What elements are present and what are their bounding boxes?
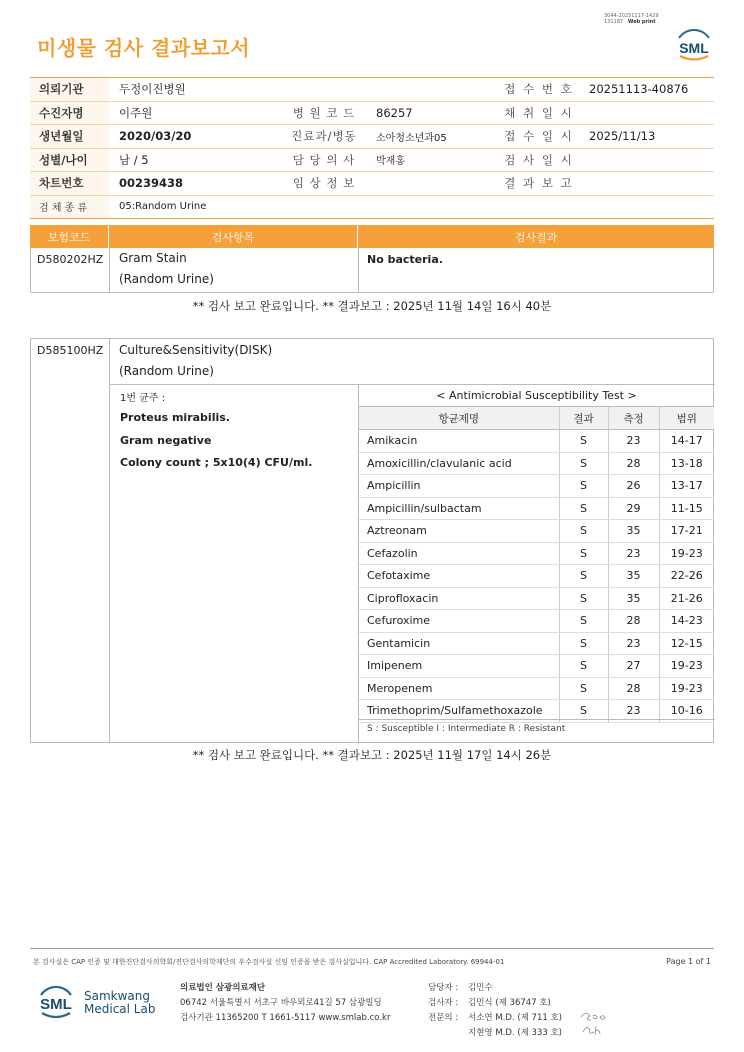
label-receipt-date: 접 수 일 시: [499, 125, 579, 148]
test-item-specimen: (Random Urine): [119, 272, 214, 286]
value-result-report: [579, 172, 714, 195]
test-culture-sensitivity: [30, 338, 714, 743]
value-specimen-type: 05:Random Urine: [119, 201, 207, 213]
brand-line2: Medical Lab: [84, 1002, 156, 1016]
accreditation-note: 본 검사실은 CAP 인증 및 대한진단검사의학회/진단검사의학재단의 우수검사실 신임 인증을 받은 검사실입니다. CAP Accredited Laboratory. 69944-01: [33, 958, 505, 966]
ast-range: 13-18: [659, 452, 714, 475]
sml-logo-icon: [675, 26, 713, 64]
label-result-report: 결 과 보 고: [499, 172, 579, 195]
label-birthdate: 생년월일: [30, 125, 109, 148]
test-item-name: Culture&Sensitivity(DISK): [119, 343, 273, 357]
ast-result: S: [559, 677, 608, 700]
staff-row: [428, 981, 562, 996]
ast-row: [359, 610, 714, 633]
ast-range: 10-16: [659, 700, 714, 723]
ast-drug-name: Amoxicillin/clavulanic acid: [359, 452, 559, 475]
ast-drug-name: Cefotaxime: [359, 565, 559, 588]
test-code: D580202HZ: [37, 253, 104, 266]
ast-drug-name: Meropenem: [359, 677, 559, 700]
ast-drug-name: Amikacin: [359, 430, 559, 453]
page-title: 미생물 검사 결과보고서: [37, 36, 251, 60]
ast-row: [359, 542, 714, 565]
staff-role: [428, 1026, 468, 1041]
staff-role: 담당자 :: [428, 983, 459, 993]
ast-measure: 35: [608, 565, 659, 588]
ast-range: 14-23: [659, 610, 714, 633]
ast-row: [359, 520, 714, 543]
ast-result: S: [559, 632, 608, 655]
ast-result: S: [559, 475, 608, 498]
test-result: No bacteria.: [367, 253, 443, 266]
header-test-result: 검사결과: [514, 230, 558, 244]
ast-row: [359, 452, 714, 475]
value-requesting-org: 두정이진병원: [119, 82, 186, 97]
info-row: [30, 78, 714, 102]
label-chart-no: 차트번호: [30, 172, 109, 195]
signature-icon: [578, 1008, 610, 1038]
footer-staff: [428, 981, 562, 1041]
ast-col-drug: 항균제명: [359, 407, 559, 430]
org-contact: 검사기관 11365200 T 1661-5117 www.smlab.co.kr: [180, 1013, 391, 1023]
patient-info-table: [30, 77, 714, 219]
logo-text: SML: [679, 40, 709, 56]
ast-row: [359, 677, 714, 700]
ast-measure: 28: [608, 677, 659, 700]
staff-role: 검사자 :: [428, 998, 459, 1008]
ast-drug-name: Imipenem: [359, 655, 559, 678]
print-meta-web-print: Web print: [627, 19, 656, 25]
header-insurance-code: 보험코드: [30, 225, 109, 248]
value-collection-date: [579, 102, 714, 125]
ast-result: S: [559, 587, 608, 610]
ast-result: S: [559, 542, 608, 565]
label-patient-name: 수진자명: [30, 102, 109, 125]
ast-col-range: 범위: [659, 407, 714, 430]
test-item-specimen: (Random Urine): [119, 364, 214, 378]
test-item-name: Gram Stain: [119, 251, 187, 265]
ast-measure: 26: [608, 475, 659, 498]
ast-row: [359, 497, 714, 520]
staff-name: 지현영 M.D. (제 333 호): [468, 1028, 563, 1038]
info-row: [30, 102, 714, 126]
page-number: Page 1 of 1: [666, 957, 711, 966]
organism-label: 1번 균주 :: [120, 393, 166, 404]
ast-range: 19-23: [659, 655, 714, 678]
label-collection-date: 채 취 일 시: [499, 102, 579, 125]
colony-count: Colony count ; 5x10(4) CFU/ml.: [120, 456, 313, 469]
staff-row: [428, 996, 562, 1011]
ast-drug-name: Cefuroxime: [359, 610, 559, 633]
ast-range: 19-23: [659, 677, 714, 700]
value-clinical-info: [366, 172, 499, 195]
ast-result: S: [559, 497, 608, 520]
label-department: 진료과/병동: [282, 125, 366, 148]
ast-measure: 23: [608, 700, 659, 723]
ast-drug-name: Gentamicin: [359, 632, 559, 655]
print-meta-line1: 3044-20251117-1429: [604, 13, 659, 19]
ast-range: 14-17: [659, 430, 714, 453]
label-physician: 담 당 의 사: [282, 149, 366, 172]
organism-name: Proteus mirabilis.: [120, 411, 230, 424]
ast-measure: 35: [608, 520, 659, 543]
value-patient-name: 이주원: [119, 105, 153, 120]
value-receipt-date: 2025/11/13: [589, 129, 656, 144]
test-item: [119, 248, 214, 290]
ast-drug-name: Ciprofloxacin: [359, 587, 559, 610]
ast-measure: 35: [608, 587, 659, 610]
ast-row: [359, 632, 714, 655]
ast-result: S: [559, 430, 608, 453]
org-address: 06742 서울특별시 서초구 바우뫼로41길 57 삼광빌딩: [180, 998, 382, 1008]
ast-row: [359, 587, 714, 610]
test-code: D585100HZ: [37, 344, 104, 357]
ast-measure: 23: [608, 430, 659, 453]
ast-result: S: [559, 700, 608, 723]
ast-drug-name: Ampicillin/sulbactam: [359, 497, 559, 520]
results-header: [30, 225, 714, 248]
staff-name: 서소연 M.D. (제 711 호): [468, 1013, 563, 1023]
value-chart-no: 00239438: [119, 176, 184, 191]
ast-drug-name: Cefazolin: [359, 542, 559, 565]
ast-range: 19-23: [659, 542, 714, 565]
label-specimen-type: 검 체 종 류: [30, 196, 109, 219]
footer-logo-text: SML: [40, 996, 72, 1013]
header-test-item: 검사항목: [109, 225, 358, 248]
ast-result: S: [559, 452, 608, 475]
label-sex-age: 성별/나이: [30, 149, 109, 172]
ast-title: < Antimicrobial Susceptibility Test >: [359, 384, 714, 407]
ast-measure: 28: [608, 610, 659, 633]
test-gram-stain: [30, 248, 714, 293]
ast-range: 21-26: [659, 587, 714, 610]
value-sex-age: 남 / 5: [119, 152, 149, 167]
sml-footer-logo-icon: [36, 982, 76, 1022]
ast-result: S: [559, 655, 608, 678]
info-row: [30, 149, 714, 173]
staff-row: [428, 1026, 562, 1041]
ast-measure: 29: [608, 497, 659, 520]
ast-result: S: [559, 520, 608, 543]
ast-drug-name: Ampicillin: [359, 475, 559, 498]
ast-table: [359, 407, 714, 723]
ast-header-row: [359, 407, 714, 430]
ast-row: [359, 655, 714, 678]
ast-col-result: 결과: [559, 407, 608, 430]
completion-note: ** 검사 보고 완료입니다. ** 결과보고 : 2025년 11월 17일 14시 26분: [192, 748, 552, 762]
value-physician: 박재홍: [376, 156, 405, 168]
value-department: 소아청소년과05: [376, 132, 447, 144]
ast-range: 11-15: [659, 497, 714, 520]
label-hospital-code: 병 원 코 드: [282, 102, 366, 125]
ast-legend: S : Susceptible I : Intermediate R : Resistant: [367, 724, 566, 734]
staff-role: 전문의 :: [428, 1013, 459, 1023]
print-meta-line2: 131187: [604, 19, 624, 25]
info-row: [30, 125, 714, 149]
ast-range: 22-26: [659, 565, 714, 588]
ast-result: S: [559, 565, 608, 588]
gram-result: Gram negative: [120, 434, 212, 447]
value-birthdate: 2020/03/20: [119, 129, 192, 144]
staff-name: 김민수: [468, 983, 493, 993]
ast-row: [359, 475, 714, 498]
label-requesting-org: 의뢰기관: [30, 78, 109, 101]
ast-measure: 28: [608, 452, 659, 475]
ast-measure: 23: [608, 542, 659, 565]
footer-brand: [84, 990, 155, 1016]
ast-range: 13-17: [659, 475, 714, 498]
footer-org: [180, 981, 390, 1026]
ast-measure: 27: [608, 655, 659, 678]
ast-measure: 23: [608, 632, 659, 655]
staff-name: 김민식 (제 36747 호): [468, 998, 551, 1008]
print-meta: [604, 13, 659, 25]
completion-note: ** 검사 보고 완료입니다. ** 결과보고 : 2025년 11월 14일 16시 40분: [192, 299, 552, 313]
info-row: [30, 196, 714, 220]
label-receipt-no: 접 수 번 호: [499, 78, 579, 101]
label-clinical-info: 임 상 정 보: [282, 172, 366, 195]
label-test-date: 검 사 일 시: [499, 149, 579, 172]
ast-row: [359, 430, 714, 453]
ast-drug-name: Aztreonam: [359, 520, 559, 543]
ast-result: S: [559, 610, 608, 633]
value-test-date: [579, 149, 714, 172]
org-name: 의료법인 삼광의료재단: [180, 983, 266, 993]
ast-col-measure: 측정: [608, 407, 659, 430]
staff-row: [428, 1011, 562, 1026]
brand-line1: Samkwang: [84, 989, 150, 1003]
ast-range: 17-21: [659, 520, 714, 543]
value-hospital-code: 86257: [376, 105, 413, 120]
value-receipt-no: 20251113-40876: [589, 82, 689, 97]
info-row: [30, 172, 714, 196]
test-item: [119, 340, 272, 382]
ast-row: [359, 565, 714, 588]
ast-range: 12-15: [659, 632, 714, 655]
ast-drug-name: Trimethoprim/Sulfamethoxazole: [359, 700, 559, 723]
